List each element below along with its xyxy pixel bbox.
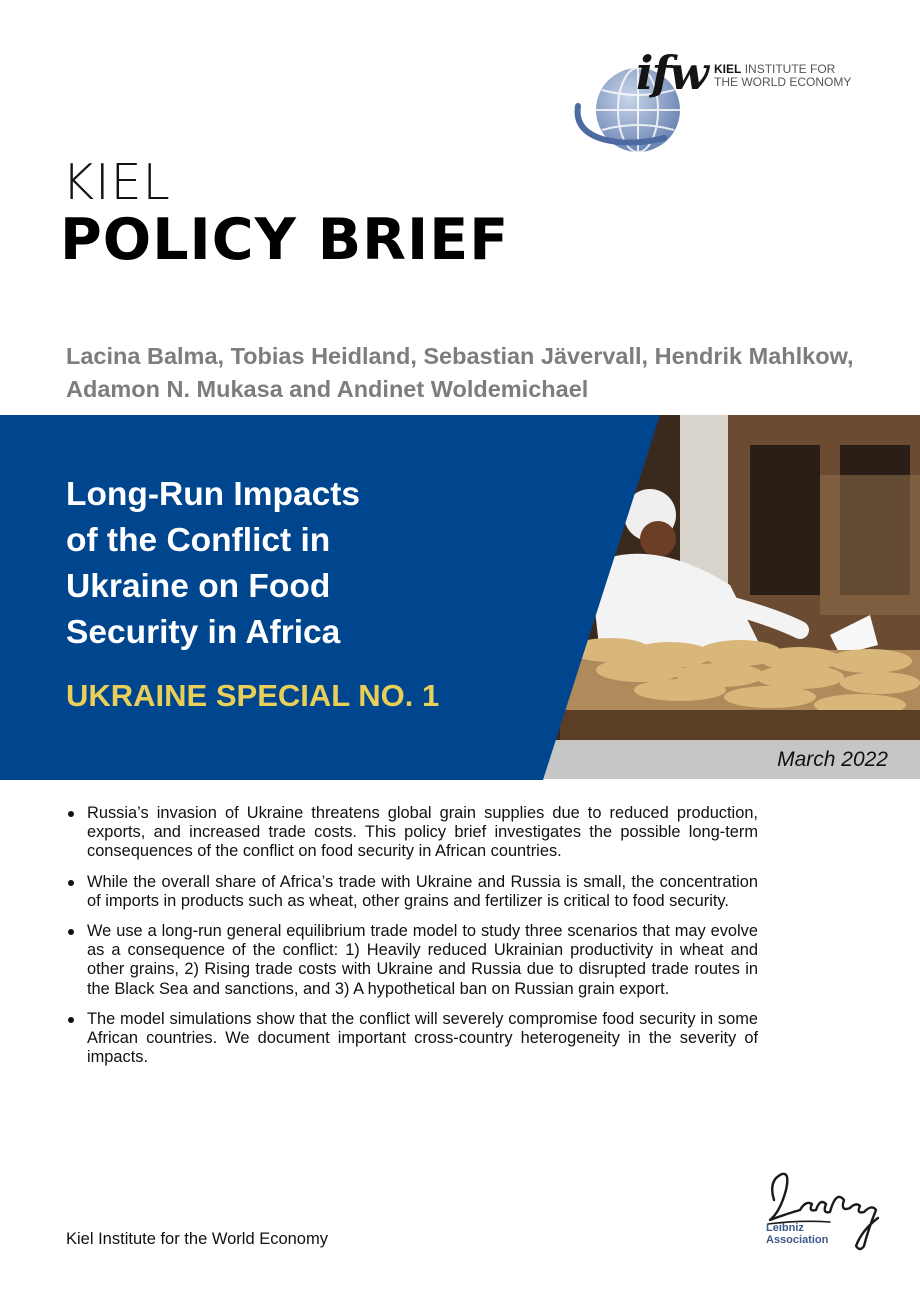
logo-line2: THE WORLD ECONOMY [714, 75, 852, 89]
brief-title-line: Security in Africa [66, 614, 341, 651]
leibniz-line1: Leibniz [766, 1222, 804, 1234]
brief-title-line: of the Conflict in [66, 522, 331, 559]
document-type: POLICY BRIEF [60, 207, 510, 273]
summary-bullet: We use a long-run general equilibrium trade model to study three scenarios that may evolve as a consequence of the conflict: 1) Heavily reduced Ukrainian productivity in wheat and other grains, 2) Rising trade costs with Ukraine and Russia due to disrupted trade routes in the Black Sea and sanctions, and 3) A hypothetical ban on Russian grain export. [66, 922, 758, 999]
ifw-wordmark: ifw [636, 46, 707, 100]
summary-bullet: While the overall share of Africa’s trade with Ukraine and Russia is small, the concentration of imports in products such as wheat, other grains and fertilizer is critical to food security. [66, 873, 758, 911]
logo-text [714, 63, 851, 89]
footer-institute: Kiel Institute for the World Economy [66, 1230, 328, 1248]
brief-title [66, 472, 360, 656]
brief-title-line: Long-Run Impacts [66, 476, 361, 513]
summary-bullet: Russia’s invasion of Ukraine threatens global grain supplies due to reduced production, exports, and increased trade costs. This policy brief investigates the possible long-term consequences of the conflict on food security in African countries. [66, 804, 758, 862]
logo-kiel: KIEL [714, 62, 742, 76]
brief-title-line: Ukraine on Food [66, 568, 331, 605]
leibniz-line2: Association [766, 1234, 829, 1246]
special-series-label: UKRAINE SPECIAL NO. 1 [66, 678, 440, 713]
publication-date: March 2022 [777, 748, 888, 771]
leibniz-association-text [766, 1222, 828, 1246]
logo-line1: INSTITUTE FOR [744, 62, 836, 76]
summary-bullets [66, 804, 758, 1078]
series-title: KIEL [62, 154, 171, 211]
summary-bullet: The model simulations show that the conflict will severely compromise food security in some African countries. We document important cross-country heterogeneity in the severity of impacts. [66, 1010, 758, 1068]
ifw-logo [572, 48, 892, 160]
authors: Lacina Balma, Tobias Heidland, Sebastian Jävervall, Hendrik Mahlkow, Adamon N. Mukasa and Andinet Woldemichael [66, 343, 854, 402]
